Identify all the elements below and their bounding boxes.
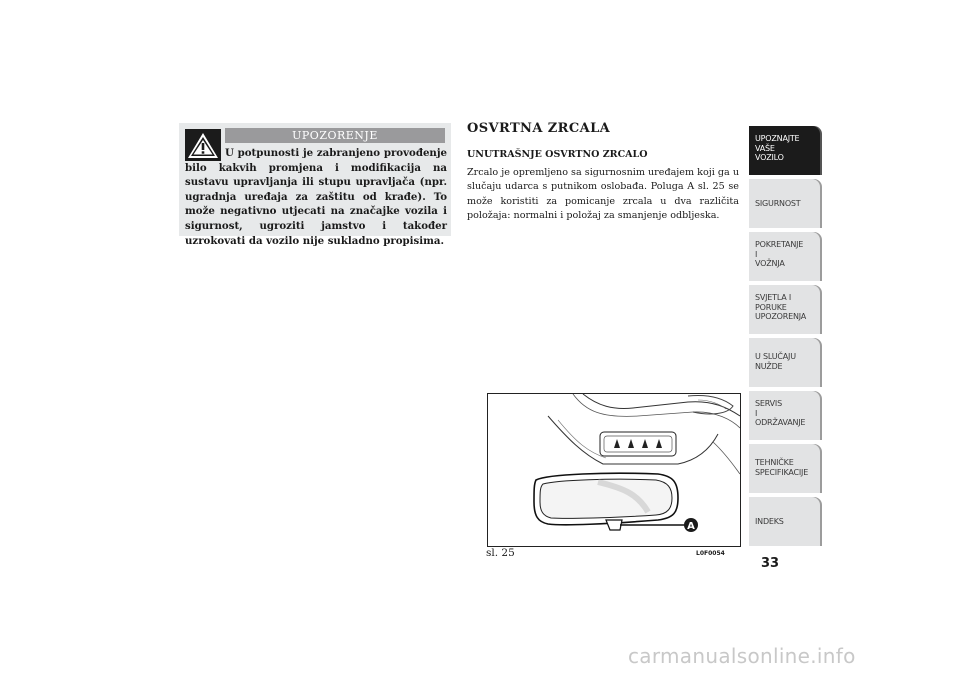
- tab-sigurnost[interactable]: [749, 179, 820, 228]
- rearview-mirror-illustration: [488, 394, 740, 546]
- watermark: carmanualsonline.info: [628, 644, 856, 668]
- mirror-figure: [487, 393, 741, 547]
- tab-label: INDEKS: [755, 517, 784, 526]
- tab-u-slucaju-nuzde[interactable]: [749, 338, 820, 387]
- figure-code: L0F0054: [696, 550, 725, 557]
- tab-label: SVJETLA I PORUKE UPOZORENJA: [755, 293, 807, 321]
- tab-svjetla-i-poruke[interactable]: [749, 285, 820, 334]
- figure-caption: sl. 25: [486, 547, 515, 559]
- warning-box: [179, 123, 451, 247]
- tab-pokretanje-i-voznja[interactable]: [749, 232, 820, 281]
- tab-indeks[interactable]: [749, 497, 820, 546]
- section-paragraph: Zrcalo je opremljeno sa sigurnosnim uređajem koji ga u slučaju udarca s putnikom oslobađa. Poluga A sl. 25 se može koristiti za pomicanje zrcala u dva različita položaja: normalni i položaj za smanjenje odbljeska.: [467, 167, 739, 222]
- section-title: OSVRTNA ZRCALA: [467, 121, 611, 136]
- tab-tehnicke-specifikacije[interactable]: [749, 444, 820, 493]
- tab-label: U SLUČAJU NUŽDE: [755, 352, 796, 371]
- page-number: 33: [761, 556, 780, 571]
- warning-text: U potpunosti je zabranjeno provođenje bilo kakvih promjena i modifikacija na sustavu upravljanja ili stupu upravljača (npr. ugradnja uređaja za zaštitu od krađe). To može negativno utjecati na značajke vozila i sigurnost, ugroziti jamstvo i također uzrokovati da vozilo nije sukladno propisima.: [185, 147, 447, 247]
- tab-servis-i-odrzavanje[interactable]: [749, 391, 820, 440]
- tab-label: SIGURNOST: [755, 199, 801, 208]
- warning-title: UPOZORENJE: [225, 128, 445, 143]
- tab-label: TEHNIČKE SPECIFIKACIJE: [755, 458, 809, 477]
- callout-a-label: A: [687, 521, 695, 532]
- tab-label: SERVIS I ODRŽAVANJE: [755, 399, 806, 427]
- tab-upoznajte-vase-vozilo[interactable]: [749, 126, 820, 175]
- tab-label: UPOZNAJTE VAŠE VOZILO: [755, 134, 800, 162]
- section-subtitle: UNUTRAŠNJE OSVRTNO ZRCALO: [467, 149, 648, 160]
- tab-label: POKRETANJE I VOŽNJA: [755, 240, 804, 268]
- chapter-tabs: [749, 126, 820, 550]
